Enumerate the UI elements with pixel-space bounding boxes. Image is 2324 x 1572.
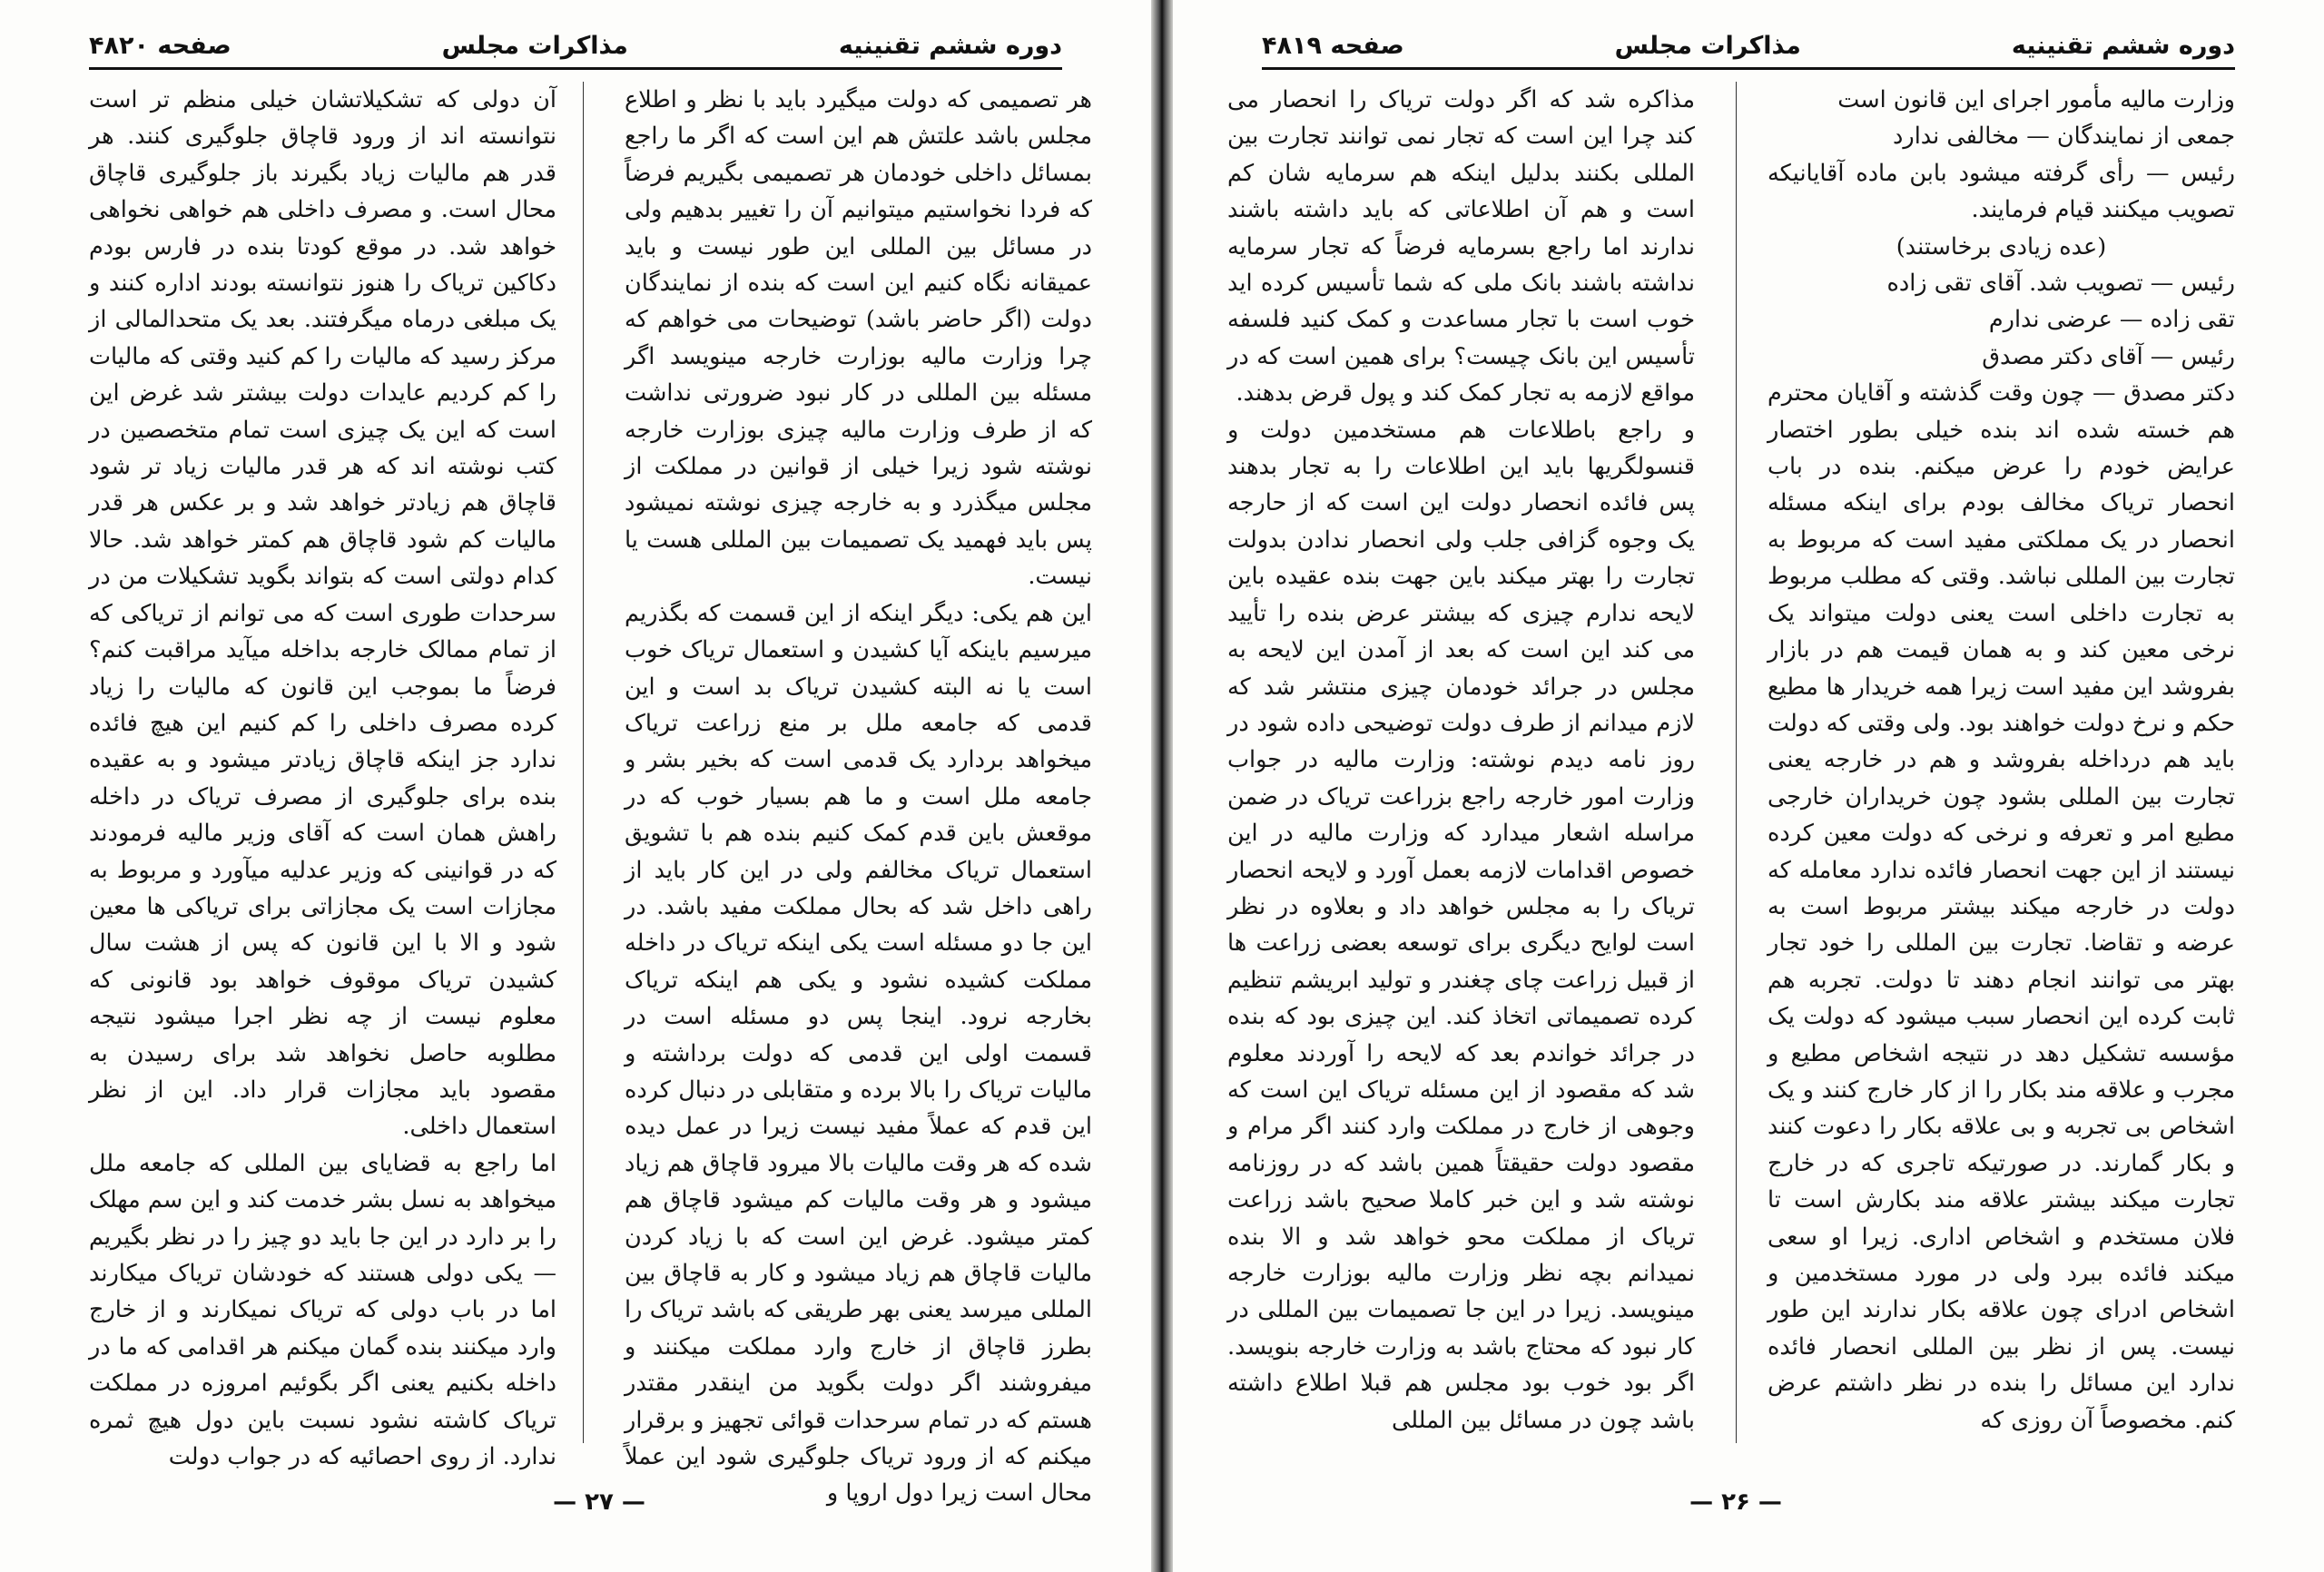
paragraph: اما راجع به قضایای بین المللی که جامعه ملل میخواهد به نسل بشر خدمت کند و این سم مهلک را بر دارد در این جا باید دو چیز را در نظر بگیریم — یکی دولی هستند که خودشان تریاک میکارند اما در باب دولی که تریاک نمیکارند و از خارج وارد میکنند بنده گمان میکنم هر اقدامی که ما در داخله بکنیم یعنی اگر بگوئیم امروزه در مملکت تریاک کاشته نشود نسبت باین دول هیچ ثمره ندارد. از روی احصائیه که در جواب دولت (89, 1149, 556, 1471)
right-header-page-number: صفحه ۴۸۱۹ (1262, 31, 1404, 60)
left-page-folio: — ۲۷ — (553, 1488, 645, 1516)
paragraph: وزارت مالیه مأمور اجرای این قانون است (1837, 86, 2235, 113)
right-page-left-column (1227, 82, 1695, 1439)
left-header-term: دوره ششم تقنینیه (838, 31, 1062, 60)
paragraph: تقی زاده — عرضی ندارم (1988, 306, 2235, 334)
paragraph: جمعی از نمایندگان — مخالفی ندارد (1893, 123, 2235, 151)
paragraph: دکتر مصدق — چون وقت گذشته و آقایان محترم هم خسته شده اند بنده خیلی بطور اختصار عرایض خودم را عرض میکنم. بنده در باب انحصار تریاک مخالف بودم برای اینکه مسئله انحصار در یک مملکتی مفید است که مربوط به تجارت بین المللی نباشد. وقتی که مطلب مربوط به تجارت داخلی است یعنی دولت میتواند یک نرخی معین کند و به همان قیمت هم در بازار بفروشد این مفید است زیرا همه خریدار ها مطیع حکم و نرخ دولت خواهند بود. ولی وقتی که دولت باید هم درداخله بفروشد و هم در خارجه یعنی تجارت بین المللی بشود چون خریداران خارجی مطیع امر و تعرفه و نرخی که دولت معین کرده نیستند از این جهت انحصار فائده ندارد معامله که دولت در خارجه میکند بیشتر مربوط است به عرضه و تقاضا. تجارت بین المللی را خود تجار بهتر می توانند انجام دهند تا دولت. تجربه هم ثابت کرده این انحصار سبب میشود که دولت یک مؤسسه تشکیل دهد در نتیجه اشخاص مطیع و مجرب و علاقه مند بکار را از کار خارج کنند و یک اشخاص بی تجربه و بی علاقه بکار را دعوت کنند و بکار گمارند. در صورتیکه تاجری که در خارج تجارت میکند بیشتر علاقه مند بکارش است تا فلان مستخدم و اشخاص اداری. زیرا او سعی میکند فائده ببرد ولی در مورد مستخدمین و اشخاص ادرای چون علاقه بکار ندارند این طور نیست. پس از نظر بین المللی انحصار فائده ندارد این مسائل را بنده در نظر داشتم عرض کنم. مخصوصاً آن روزی که (1768, 379, 2235, 1434)
left-page (0, 0, 1151, 1572)
paragraph: هر تصمیمی که دولت میگیرد باید با نظر و اطلاع مجلس باشد علتش هم این است که اگر ما راجع بمسائل داخلی خودمان هر تصمیمی بگیریم فرضاً که فردا نخواستیم میتوانیم آن را تغییر بدهیم ولی در مسائل بین المللی این طور نیست و باید عمیقانه نگاه کنیم این است که بنده از نمایندگان دولت (اگر حاضر باشد) توضیحات می خواهم که چرا وزارت مالیه بوزارت خارجه مینویسد اگر مسئله بین المللی در کار نبود ضرورتی نداشت که از طرف وزارت مالیه چیزی بوزارت خارجه نوشته شود زیرا خیلی از قوانین در مملکت از مجلس میگذرد و به خارجه چیزی نوشته نمیشود پس باید فهمید یک تصمیمات بین المللی هست یا نیست. (625, 86, 1092, 591)
right-header-term: دوره ششم تقنینیه (2011, 31, 2235, 60)
paragraph: مذاکره شد که اگر دولت تریاک را انحصار می کند چرا این است که تجار نمی توانند تجارت بین المللی بکنند بدلیل اینکه هم سرمایه شان کم است و هم آن اطلاعاتی که باید داشته باشند ندارند اما راجع بسرمایه فرضاً که تجار سرمایه نداشته باشند بانک ملی که شما تأسیس کرده اید خوب است با تجار مساعدت و کمک کنید فلسفه تأسیس این بانک چیست؟ برای همین است که در مواقع لازمه به تجار کمک کند و پول قرض بدهند. (1227, 86, 1695, 408)
right-header-title: مذاکرات مجلس (1614, 31, 1801, 60)
left-header-page-number: صفحه ۴۸۲۰ (89, 31, 231, 60)
left-header-title: مذاکرات مجلس (441, 31, 628, 60)
column-divider (1736, 82, 1737, 1443)
right-page-folio: — ۲۶ — (1689, 1488, 1782, 1516)
column-divider (583, 82, 584, 1443)
left-page-right-column (625, 82, 1092, 1512)
left-header-rule (89, 67, 1062, 70)
left-page-header (89, 25, 1062, 65)
paragraph: رئیس — رأی گرفته میشود بابن ماده آقایانیکه تصویب میکنند قیام فرمایند. (1768, 159, 2235, 224)
paragraph: این هم یکی: دیگر اینکه از این قسمت که بگذریم میرسیم باینکه آیا کشیدن و استعمال تریاک خوب است یا نه البته کشیدن تریاک بد است و این قدمی که جامعه ملل بر منع زراعت تریاک میخواهد بردارد یک قدمی است که بخیر بشر و جامعه ملل است و ما هم بسیار خوب که در موقعش باین قدم کمک کنیم بنده هم با تشویق استعمال تریاک مخالفم ولی در این کار باید از راهی داخل شد که بحال مملکت مفید باشد. در این جا دو مسئله است یکی اینکه تریاک در داخله مملکت کشیده نشود و یکی هم اینکه تریاک بخارجه نرود. اینجا پس دو مسئله است در قسمت اولی این قدمی که دولت برداشته و مالیات تریاک را بالا برده و متقابلی در دنبال کرده این قدم که عملاً مفید نیست زیرا در عمل دیده شده که هر وقت مالیات بالا میرود قاچاق هم زیاد میشود و هر وقت مالیات کم میشود قاچاق هم کمتر میشود. غرض این است که با زیاد کردن مالیات قاچاق هم زیاد میشود و کار به قاچاق بین المللی میرسد یعنی بهر طریقی که باشد تریاک را بطرز قاچاق از خارج وارد مملکت میکنند و میفروشند اگر دولت بگوید من اینقدر مقتدر هستم که در تمام سرحدات قوائی تجهیز و برقرار میکنم که از ورود تریاک جلوگیری شود این عملاً محال است زیرا دول اروپا و (625, 599, 1092, 1508)
right-page-right-column (1768, 82, 2235, 1439)
paragraph: رئیس — آقای دکتر مصدق (1982, 342, 2235, 370)
book-gutter (1151, 0, 1173, 1572)
right-page (1173, 0, 2324, 1572)
right-page-header (1262, 25, 2235, 65)
paragraph: آن دولی که تشکیلاتشان خیلی منظم تر است نتوانسته اند از ورود قاچاق جلوگیری کنند. هر قدر هم مالیات زیاد بگیرند باز جلوگیری قاچاق محال است. و مصرف داخلی هم خواهی نخواهی خواهد شد. در موقع کودتا بنده در فارس بودم دکاکین تریاک را هنوز نتوانسته بودند اداره کنند و یک مبلغی درماه میگرفتند. بعد یک متحدالمالی از مرکز رسید که مالیات را کم کنید وقتی که مالیات را کم کردیم عایدات دولت بیشتر شد غرض این است که این یک چیزی است تمام متخصصین در کتب نوشته اند که هر قدر مالیات زیاد تر شود قاچاق هم زیادتر خواهد شد و بر عکس هر قدر مالیات کم شود قاچاق هم کمتر خواهد شد. حالا کدام دولتی است که بتواند بگوید تشکیلات من در سرحدات طوری است که می توانم از تریاکی که از تمام ممالک خارجه بداخله میآید مراقبت کنم؟ فرضاً ما بموجب این قانون که مالیات را زیاد کرده مصرف داخلی را کم کنیم این هیچ فائده ندارد جز اینکه قاچاق زیادتر میشود و به عقیده بنده برای جلوگیری از مصرف تریاک در داخله راهش همان است که آقای وزیر مالیه فرمودند که در قوانینی که وزیر عدلیه میآورد و مربوط به مجازات است یک مجازاتی برای تریاکی ها معین شود و الا با این قانون که پس از هشت سال کشیدن تریاک موقوف خواهد بود قانونی که معلوم نیست از چه نظر اجرا میشود نتیجه مطلوبه حاصل نخواهد شد برای رسیدن به مقصود باید مجازات قرار داد. این از نظر استعمال داخلی. (89, 86, 556, 1141)
right-header-rule (1262, 67, 2235, 70)
paragraph: رئیس — تصویب شد. آقای تقی زاده (1886, 270, 2235, 298)
left-page-left-column (89, 82, 556, 1475)
parenthetical-note: (عده زیادی برخاستند) (1896, 232, 2107, 260)
paragraph: و راجع باطلاعات هم مستخدمین دولت و قنسولگریها باید این اطلاعات را به تجار بدهند پس فائده انحصار دولت این است که از حارجه یک وجوه گزافی جلب ولی انحصار ندادن بدولت تجارت را بهتر میکند باین جهت بنده عقیده باین لایحه ندارم چیزی که بیشتر عرض بنده را تأیید می کند این است که بعد از آمدن این لایحه به مجلس در جرائد خودمان چیزی منتشر شد که لازم میدانم از طرف دولت توضیحی داده شود در روز نامه دیدم نوشته: وزارت مالیه در جواب وزارت امور خارجه راجع بزراعت تریاک در ضمن مراسله اشعار میدارد که وزارت مالیه در این خصوص اقدامات لازمه بعمل آورد و لایحه انحصار تریاک را به مجلس خواهد داد و بعلاوه در نظر است لوایح دیگری برای توسعه بعضی زراعت ها از قبیل زراعت چای چغندر و تولید ابریشم تنظیم کرده تصمیماتی اتخاذ کند. این چیزی بود که بنده در جرائد خواندم بعد که لایحه را آوردند معلوم شد که مقصود از این مسئله تریاک این است که وجوهی از خارج در مملکت وارد کنند اگر مرام و مقصود دولت حقیقتاً همین باشد که در روزنامه نوشته شد و این خبر کاملا صحیح باشد زراعت تریاک از مملکت محو خواهد شد و الا بنده نمیدانم بچه نظر وزارت مالیه بوزارت خارجه مینویسد. زیرا در این جا تصمیمات بین المللی در کار نبود که محتاج باشد به وزارت خارجه بنویسد. اگر بود خوب بود مجلس هم قبلا اطلاع داشته باشد چون در مسائل بین المللی (1227, 416, 1695, 1434)
